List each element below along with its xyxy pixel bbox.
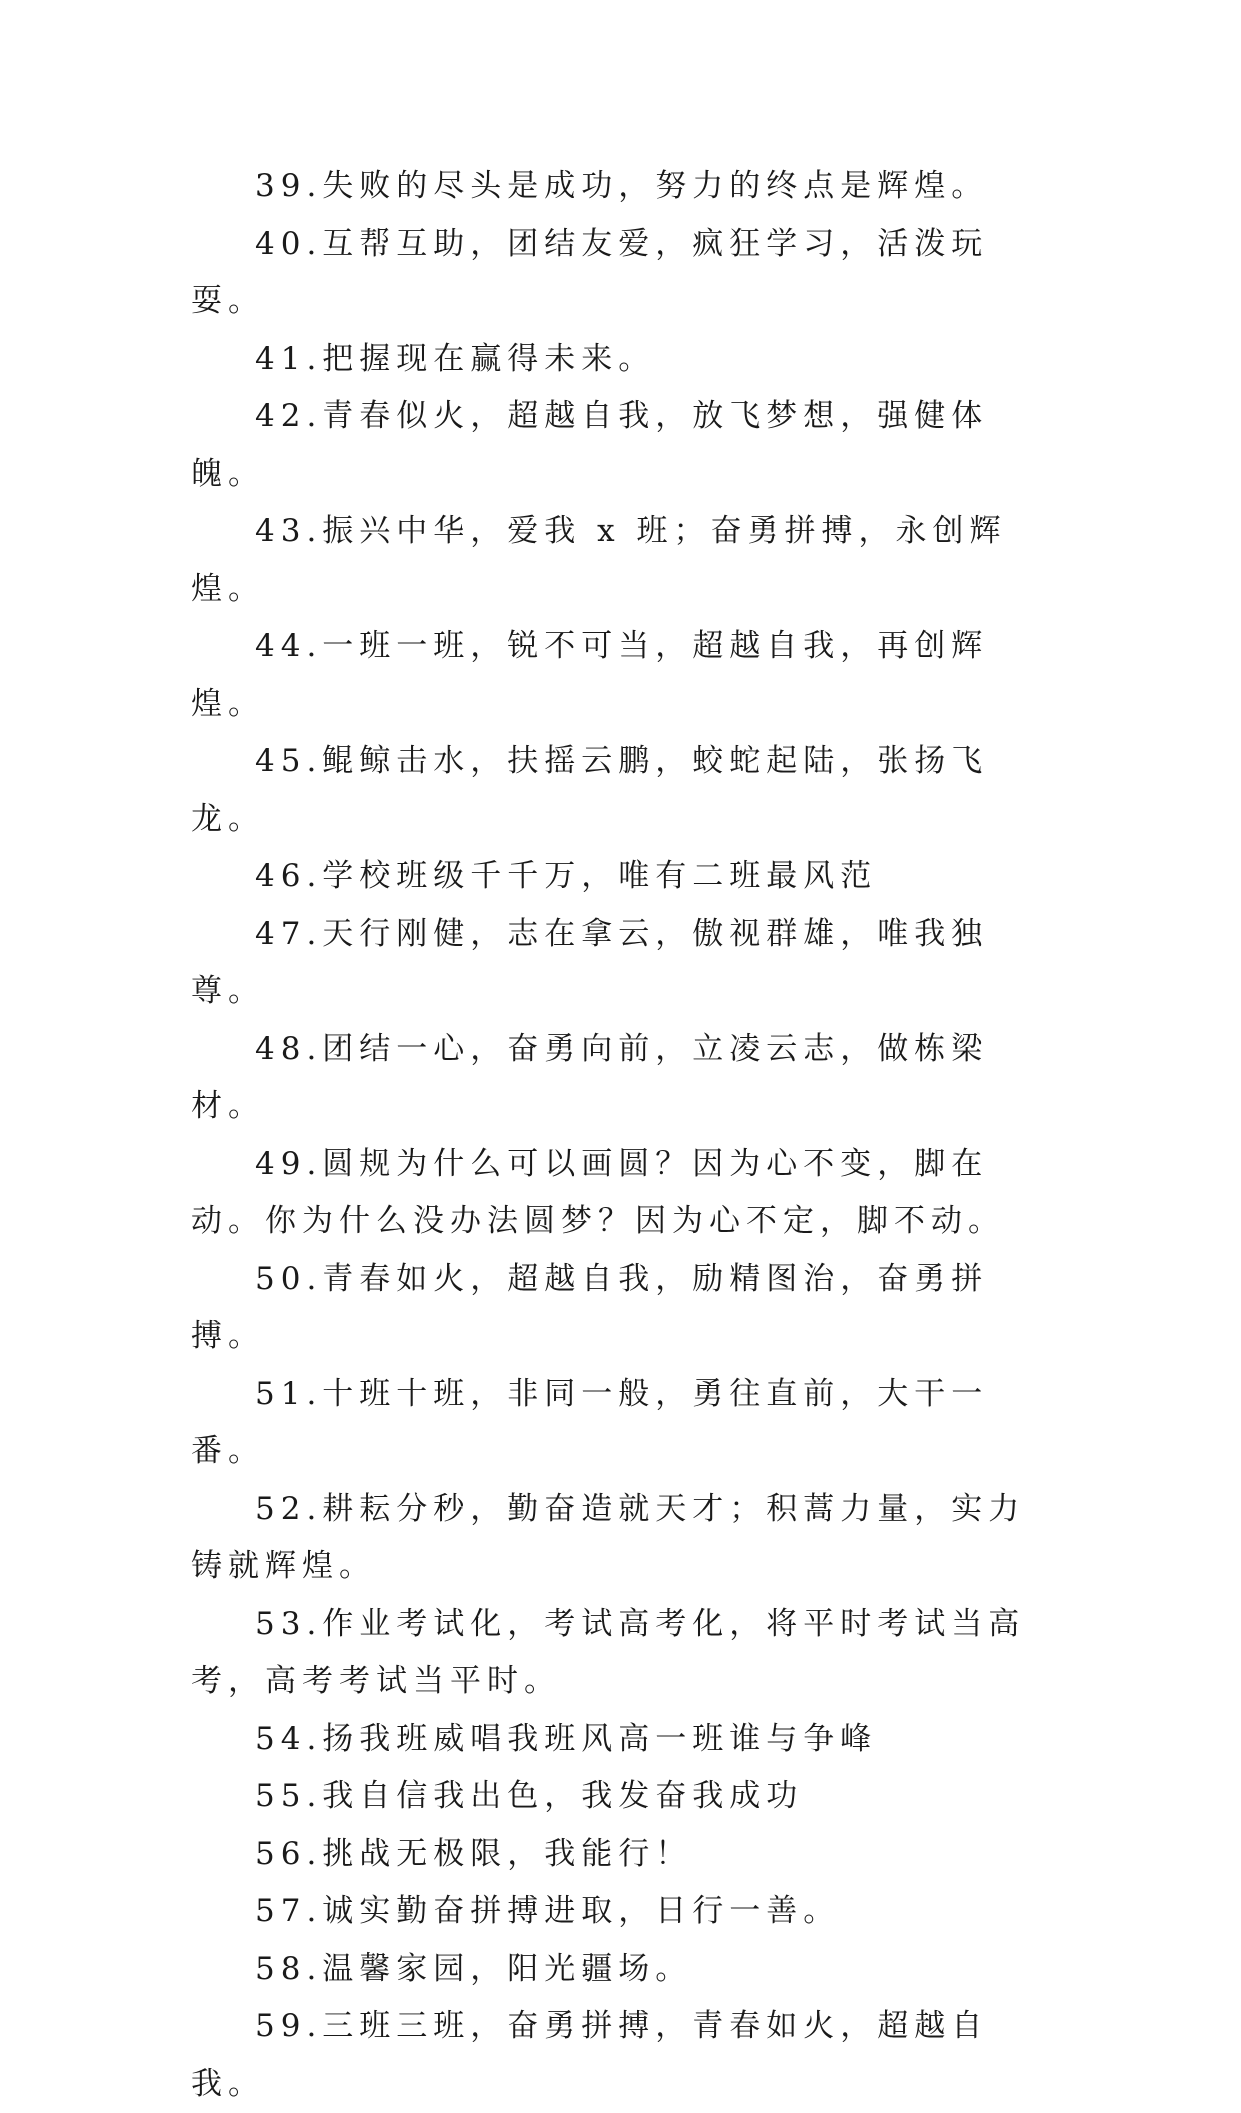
list-item: 40.互帮互助，团结友爱，疯狂学习，活泼玩耍。 (191, 225, 989, 319)
list-item: 49.圆规为什么可以画圆？因为心不变，脚在动。你为什么没办法圆梦？因为心不定，脚不动。 (191, 1145, 1005, 1239)
list-item: 42.青春似火，超越自我，放飞梦想，强健体魄。 (191, 398, 989, 492)
list-item: 39.失败的尽头是成功，努力的终点是辉煌。 (255, 168, 989, 204)
list-item: 43.振兴中华，爱我 x 班；奋勇拼搏，永创辉煌。 (191, 513, 1007, 607)
list-item: 45.鲲鲸击水，扶摇云鹏，蛟蛇起陆，张扬飞龙。 (191, 743, 989, 837)
list-item: 55.我自信我出色，我发奋我成功 (255, 1778, 804, 1814)
list-item: 54.扬我班威唱我班风高一班谁与争峰 (255, 1720, 878, 1757)
list-item: 50.青春如火，超越自我，励精图治，奋勇拼搏。 (191, 1260, 989, 1354)
list-item: 51.十班十班，非同一般，勇往直前，大干一番。 (191, 1375, 989, 1469)
list-item: 59.三班三班，奋勇拼搏，青春如火，超越自我。 (191, 2008, 989, 2102)
list-item: 53.作业考试化，考试高考化，将平时考试当高考，高考考试当平时。 (191, 1605, 1026, 1699)
list-item: 48.团结一心，奋勇向前，立凌云志，做栋梁材。 (191, 1030, 989, 1124)
list-item: 47.天行刚健，志在拿云，傲视群雄，唯我独尊。 (191, 915, 989, 1009)
list-item: 58.温馨家园，阳光疆场。 (255, 1950, 693, 1987)
list-item: 41.把握现在赢得未来。 (255, 340, 656, 377)
list-item: 56.挑战无极限，我能行！ (255, 1835, 693, 1872)
list-item: 57.诚实勤奋拼搏进取，日行一善。 (255, 1893, 841, 1929)
list-item: 46.学校班级千千万，唯有二班最风范 (255, 858, 878, 894)
list-item: 52.耕耘分秒，勤奋造就天才；积蒿力量，实力铸就辉煌。 (191, 1490, 1026, 1584)
list-item: 44.一班一班，锐不可当，超越自我，再创辉煌。 (191, 628, 989, 722)
slogan-list (191, 158, 1051, 2113)
